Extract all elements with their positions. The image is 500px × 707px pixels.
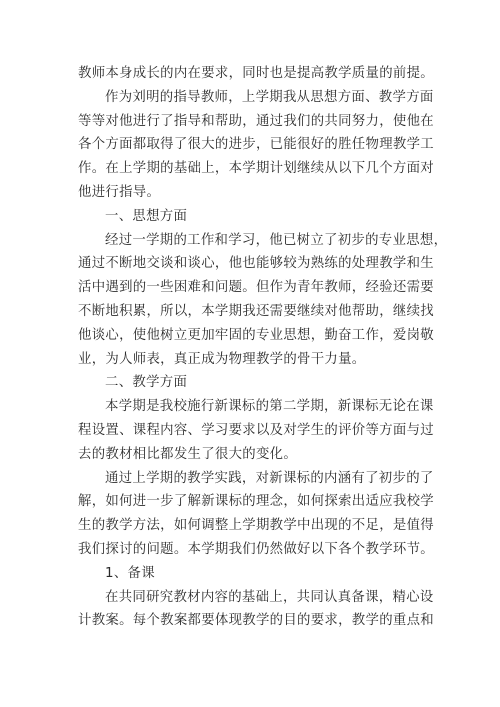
text-line: 等等对他进行了指导和帮助，通过我们的共同努力，使他在 xyxy=(78,113,434,129)
text-line: 他进行指导。 xyxy=(78,184,161,200)
text-line: 在共同研究教材内容的基础上，共同认真备课，精心设 xyxy=(105,589,434,605)
document-body xyxy=(78,62,448,633)
text-line: 通过不断地交谈和谈心，他也能够较为熟练的处理教学和生 xyxy=(78,256,434,272)
text-line: 去的教材相比都发生了很大的变化。 xyxy=(78,446,298,462)
text-line: 作。在上学期的基础上，本学期计划继续从以下几个方面对 xyxy=(78,161,434,177)
text-line: 教师本身成长的内在要求，同时也是提高教学质量的前提。 xyxy=(78,66,434,81)
section-heading: 二、教学方面 xyxy=(105,375,188,391)
section-heading: 一、思想方面 xyxy=(105,208,188,224)
text-line: 计教案。每个教案都要体现教学的目的要求，教学的重点和 xyxy=(78,613,434,629)
text-line: 不断地积累，所以，本学期我还需要继续对他帮助，继续找 xyxy=(78,303,434,319)
text-line: 业，为人师表，真正成为物理教学的骨干力量。 xyxy=(78,351,366,367)
text-line: 经过一学期的工作和学习，他已树立了初步的专业思想， xyxy=(105,232,448,248)
text-line: 我们探讨的问题。本学期我们仍然做好以下各个教学环节。 xyxy=(78,541,434,557)
text-line: 各个方面都取得了很大的进步，已能很好的胜任物理教学工 xyxy=(78,137,434,153)
text-line: 生的教学方法，如何调整上学期教学中出现的不足，是值得 xyxy=(78,518,434,534)
text-line: 活中遇到的一些困难和问题。但作为青年教师，经验还需要 xyxy=(78,280,434,296)
text-line: 解，如何进一步了解新课标的理念，如何探索出适应我校学 xyxy=(78,494,434,510)
text-line: 作为刘明的指导教师，上学期我从思想方面、教学方面 xyxy=(105,89,434,105)
subsection-heading: 1、备课 xyxy=(105,565,155,581)
text-line: 他谈心，使他树立更加牢固的专业思想，勤奋工作，爱岗敬 xyxy=(78,327,434,343)
text-line: 本学期是我校施行新课标的第二学期，新课标无论在课 xyxy=(105,399,434,415)
text-line: 程设置、课程内容、学习要求以及对学生的评价等方面与过 xyxy=(78,422,434,438)
text-line: 通过上学期的教学实践，对新课标的内涵有了初步的了 xyxy=(105,470,434,486)
